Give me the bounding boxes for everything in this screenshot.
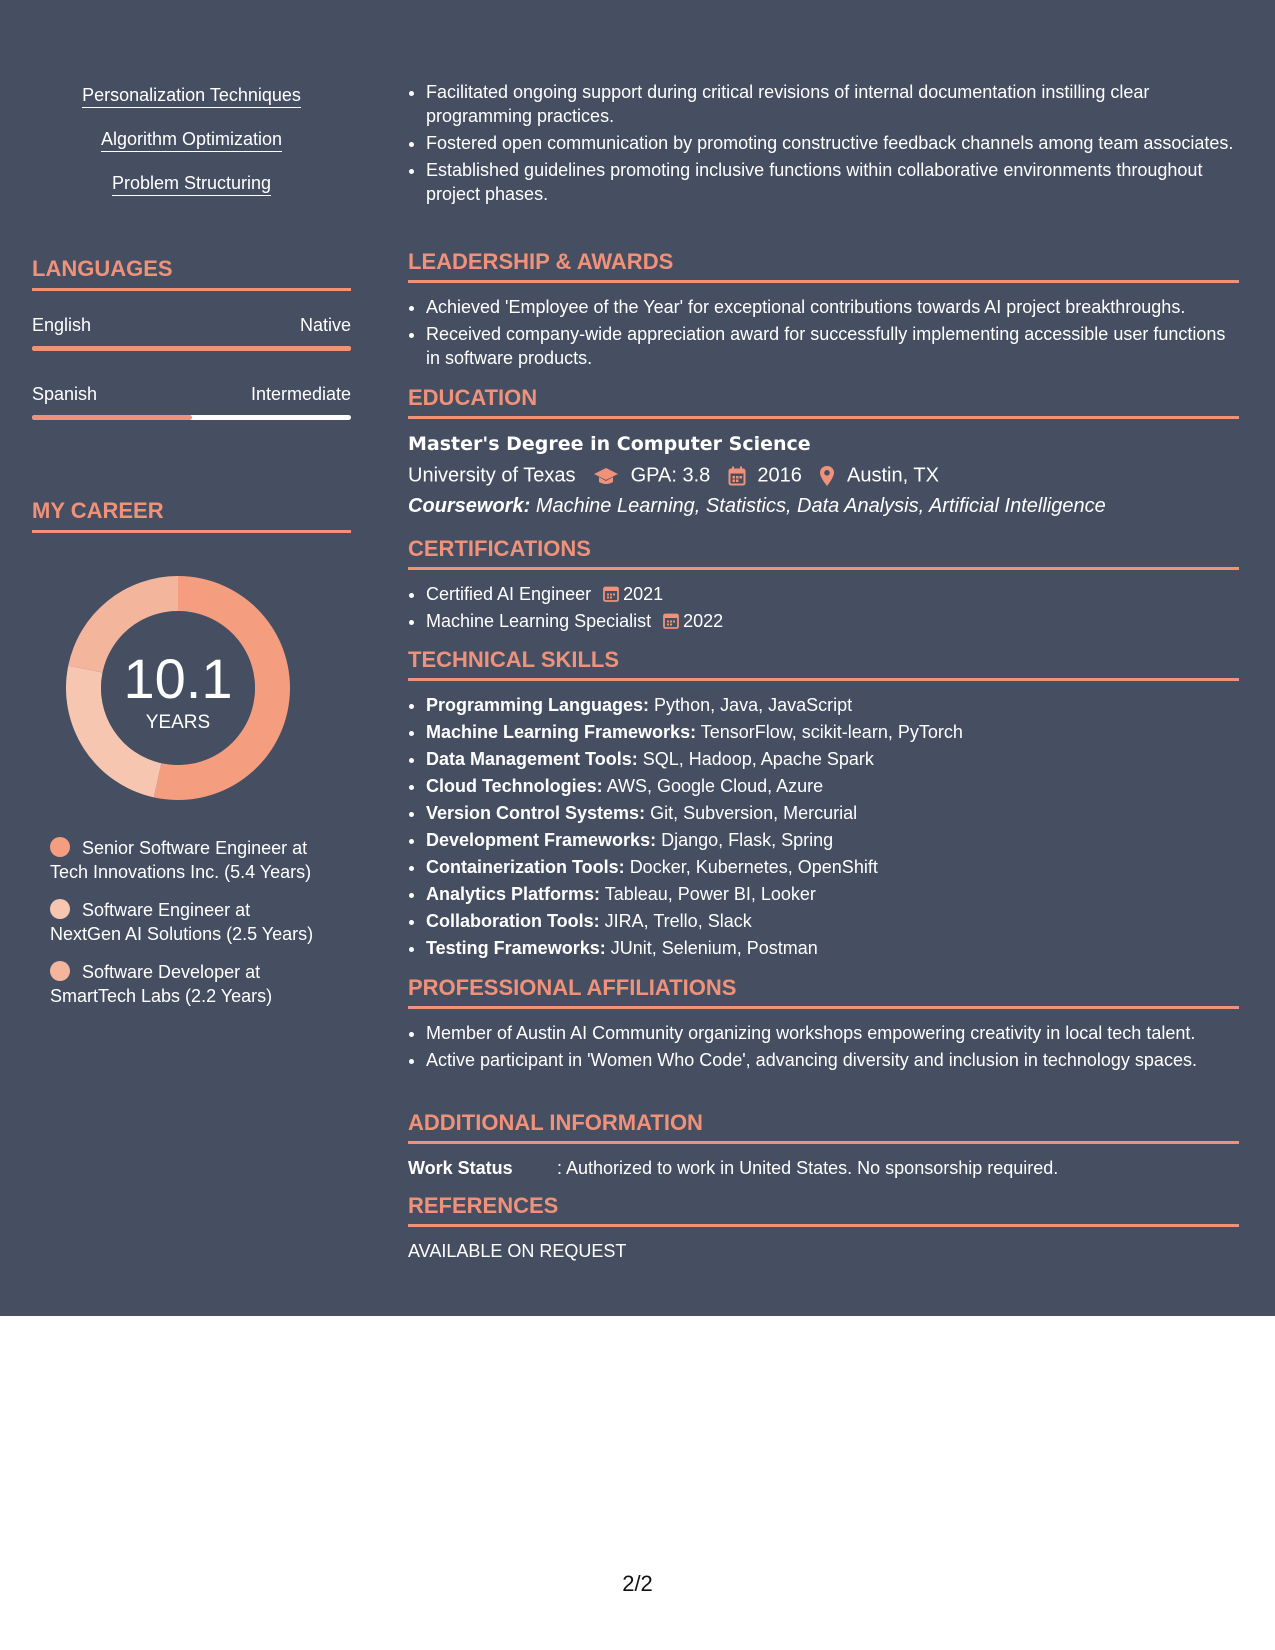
career-donut-chart — [66, 576, 290, 800]
section-heading: ADDITIONAL INFORMATION — [408, 1110, 1239, 1144]
language-proficiency-fill — [32, 346, 351, 351]
skill-row — [426, 828, 1239, 852]
skill-category: Collaboration Tools: — [426, 911, 600, 931]
page-number: 2/2 — [622, 1571, 653, 1596]
skill-category: Development Frameworks: — [426, 830, 657, 850]
section-heading: CERTIFICATIONS — [408, 536, 1239, 570]
skill-category: Machine Learning Frameworks: — [426, 722, 697, 742]
skill-values: JIRA, Trello, Slack — [604, 911, 752, 931]
section-heading: REFERENCES — [408, 1193, 1239, 1227]
main-content — [408, 0, 1239, 1316]
education-details — [408, 461, 1239, 490]
graduation-year: 2016 — [757, 464, 802, 487]
career-legend-item — [50, 836, 350, 884]
career-legend-item — [50, 960, 350, 1008]
skill-values: Tableau, Power BI, Looker — [604, 884, 816, 904]
technical-skills-section — [408, 647, 1239, 963]
certifications-section — [408, 536, 1239, 636]
career-company: SmartTech Labs (2.2 Years) — [50, 986, 273, 1006]
section-heading: TECHNICAL SKILLS — [408, 647, 1239, 681]
certification-item — [426, 609, 1239, 633]
gpa: GPA: 3.8 — [630, 464, 711, 487]
skill-item: Problem Structuring — [112, 172, 271, 196]
bullet-item: • Achieved 'Employee of the Year' for exceptional contributions towards AI project breakthroughs. — [426, 295, 1239, 319]
section-heading: EDUCATION — [408, 385, 1239, 419]
work-status-row — [408, 1156, 1239, 1180]
affiliations-section — [408, 975, 1239, 1075]
degree-title: Master's Degree in Computer Science — [408, 433, 811, 455]
skills-list — [32, 84, 351, 216]
bullet-item: • Active participant in 'Women Who Code', advancing diversity and inclusion in technology spaces. — [426, 1048, 1239, 1072]
career-total-value: 10.1 — [123, 647, 233, 710]
work-status-value: : Authorized to work in United States. No sponsorship required. — [557, 1158, 1059, 1178]
bullet-item: • Member of Austin AI Community organizing workshops empowering creativity in local tech talent. — [426, 1021, 1239, 1045]
skill-values: Docker, Kubernetes, OpenShift — [629, 857, 878, 877]
education-section — [408, 385, 1239, 520]
bullet-item: • Established guidelines promoting inclusive functions within collaborative environments throughout project phases. — [426, 158, 1239, 206]
skill-values: AWS, Google Cloud, Azure — [606, 776, 824, 796]
skill-row — [426, 774, 1239, 798]
affiliations-list — [408, 1021, 1239, 1072]
language-level: Intermediate — [250, 384, 351, 404]
career-legend — [50, 836, 350, 1022]
references-text: AVAILABLE ON REQUEST — [408, 1241, 627, 1261]
language-row-spanish — [32, 383, 351, 405]
bullet-item: • Facilitated ongoing support during critical revisions of internal documentation instilling clear programming practices. — [426, 80, 1239, 128]
coursework-list: Machine Learning, Statistics, Data Analysis, Artificial Intelligence — [535, 494, 1106, 517]
skill-category: Containerization Tools: — [426, 857, 625, 877]
career-role: Senior Software Engineer at — [82, 838, 308, 858]
location-pin-icon — [819, 465, 835, 487]
skill-category: Cloud Technologies: — [426, 776, 603, 796]
certification-year: 2022 — [683, 611, 724, 631]
graduation-cap-icon — [593, 466, 619, 486]
skill-row — [426, 855, 1239, 879]
skill-category: Analytics Platforms: — [426, 884, 601, 904]
bullet-item: • Fostered open communication by promoting constructive feedback channels among team associates. — [426, 131, 1239, 155]
coursework-label: Coursework: — [408, 494, 531, 517]
legend-dot-icon — [50, 837, 70, 857]
sidebar — [32, 0, 351, 1316]
language-row-english — [32, 314, 351, 336]
certification-item — [426, 582, 1239, 606]
language-proficiency-bar — [32, 346, 351, 351]
skill-item: Personalization Techniques — [82, 84, 301, 108]
school-name: University of Texas — [408, 464, 576, 487]
technical-skills-list — [408, 693, 1239, 960]
skill-row — [426, 909, 1239, 933]
career-role: Software Developer at — [82, 962, 261, 982]
references-section — [408, 1193, 1239, 1263]
leadership-bullets — [408, 295, 1239, 370]
language-name: Spanish — [32, 384, 98, 404]
skill-category: Programming Languages: — [426, 695, 650, 715]
career-company: Tech Innovations Inc. (5.4 Years) — [50, 862, 312, 882]
skill-values: Django, Flask, Spring — [661, 830, 834, 850]
skill-row — [426, 882, 1239, 906]
skill-values: TensorFlow, scikit-learn, PyTorch — [700, 722, 963, 742]
experience-bullets — [408, 80, 1239, 206]
calendar-icon — [663, 612, 679, 629]
school-location: Austin, TX — [847, 464, 939, 487]
certification-year: 2021 — [623, 584, 664, 604]
calendar-icon — [728, 466, 746, 486]
career-heading: MY CAREER — [32, 498, 351, 533]
skill-item: Algorithm Optimization — [101, 128, 282, 152]
skill-row — [426, 936, 1239, 960]
certification-name: Machine Learning Specialist — [426, 611, 652, 631]
experience-continued — [408, 80, 1239, 209]
skill-row — [426, 720, 1239, 744]
skill-values: Git, Subversion, Mercurial — [650, 803, 858, 823]
legend-dot-icon — [50, 899, 70, 919]
skill-category: Testing Frameworks: — [426, 938, 606, 958]
career-role: Software Engineer at — [82, 900, 251, 920]
skill-category: Version Control Systems: — [426, 803, 646, 823]
language-level: Native — [299, 315, 351, 335]
leadership-section — [408, 249, 1239, 373]
work-status-label: Work Status — [408, 1158, 513, 1178]
skill-row — [426, 801, 1239, 825]
language-proficiency-bar — [32, 415, 351, 420]
legend-dot-icon — [50, 961, 70, 981]
section-heading: LEADERSHIP & AWARDS — [408, 249, 1239, 283]
calendar-icon — [603, 585, 619, 602]
certification-list — [408, 582, 1239, 633]
additional-information-section — [408, 1110, 1239, 1180]
career-legend-item — [50, 898, 350, 946]
skill-row — [426, 693, 1239, 717]
skill-values: Python, Java, JavaScript — [654, 695, 853, 715]
language-proficiency-fill — [32, 415, 192, 420]
certification-name: Certified AI Engineer — [426, 584, 592, 604]
career-company: NextGen AI Solutions (2.5 Years) — [50, 924, 314, 944]
languages-heading: LANGUAGES — [32, 256, 351, 291]
skill-values: JUnit, Selenium, Postman — [610, 938, 818, 958]
career-total-unit: YEARS — [145, 712, 211, 733]
skill-category: Data Management Tools: — [426, 749, 638, 769]
section-heading: PROFESSIONAL AFFILIATIONS — [408, 975, 1239, 1009]
language-name: English — [32, 315, 92, 335]
bullet-item: • Received company-wide appreciation award for successfully implementing accessible user functions in software products. — [426, 322, 1239, 370]
skill-row — [426, 747, 1239, 771]
skill-values: SQL, Hadoop, Apache Spark — [642, 749, 874, 769]
coursework — [408, 492, 1239, 520]
